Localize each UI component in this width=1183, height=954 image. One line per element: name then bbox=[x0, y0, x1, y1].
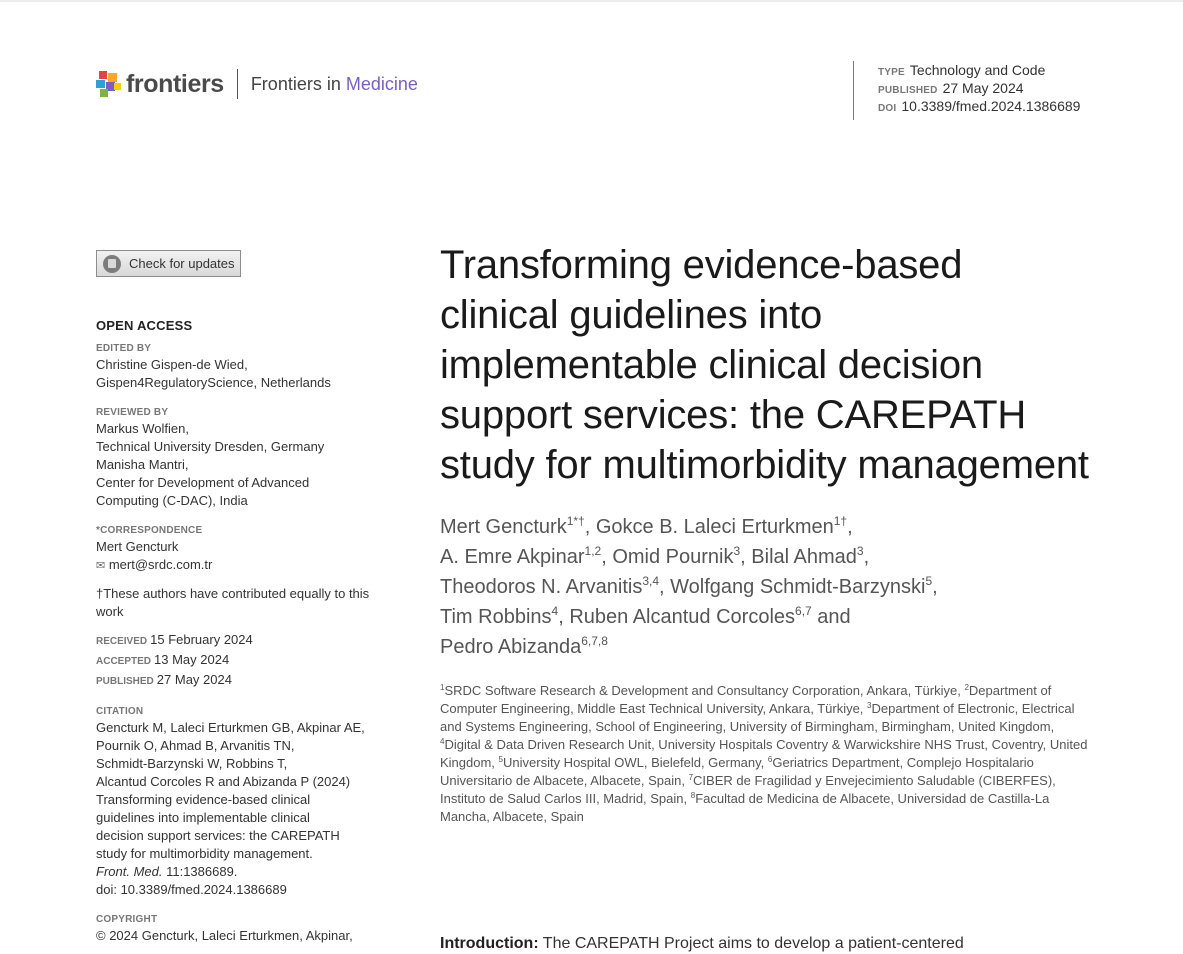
published-row bbox=[96, 671, 396, 691]
received-value: 15 February 2024 bbox=[150, 632, 253, 647]
correspondence-email-link[interactable]: mert@srdc.com.tr bbox=[108, 557, 213, 572]
frontiers-logo[interactable] bbox=[96, 68, 418, 100]
citation-line: Schmidt-Barzynski W, Robbins T, bbox=[96, 756, 288, 771]
correspondence-name: Mert Gencturk bbox=[96, 539, 179, 554]
affiliation-text: CIBER de Fragilidad y Envejecimiento Saludable (CIBERFES), Instituto de Salud Carlos III, Madrid, Spain, bbox=[440, 773, 1056, 806]
meta-doi bbox=[878, 97, 1080, 115]
author-sup: 6,7,8 bbox=[581, 634, 608, 648]
author-sup: 1† bbox=[833, 514, 848, 528]
author-sep: , bbox=[932, 576, 938, 598]
author-sup: 1*† bbox=[566, 514, 585, 528]
citation-line: decision support services: the CAREPATH bbox=[96, 828, 340, 843]
author-name[interactable]: Wolfgang Schmidt-Barzynski bbox=[670, 576, 926, 598]
affiliation-sup: 5 bbox=[498, 755, 503, 764]
author-line bbox=[440, 512, 1090, 542]
author-sep: , bbox=[584, 516, 596, 538]
meta-published bbox=[878, 79, 1080, 97]
article-dates bbox=[96, 631, 396, 691]
article-title: Transforming evidence-based clinical guidelines into implementable clinical decision support services: the CAREPATH study for multimorbidity management bbox=[440, 243, 1089, 487]
citation-journal-line bbox=[96, 863, 396, 881]
accepted-label: ACCEPTED bbox=[96, 656, 152, 667]
frontiers-logo-icon bbox=[96, 70, 122, 98]
affiliation-text: Facultad de Medicina de Albacete, Universidad de Castilla-La Mancha, Albacete, Spain bbox=[440, 791, 1050, 824]
meta-type bbox=[878, 61, 1080, 79]
affiliation-sup: 4 bbox=[440, 737, 445, 746]
author-name[interactable]: Tim Robbins bbox=[440, 606, 552, 628]
author-sep: , bbox=[740, 546, 752, 568]
correspondence-label: *CORRESPONDENCE bbox=[96, 525, 203, 536]
journal-name bbox=[251, 74, 418, 95]
reviewed-by-line: Manisha Mantri, bbox=[96, 457, 189, 472]
meta-published-value: 27 May 2024 bbox=[942, 80, 1024, 96]
received-label: RECEIVED bbox=[96, 636, 148, 647]
published-value: 27 May 2024 bbox=[156, 672, 232, 687]
article-main bbox=[440, 240, 1090, 826]
sidebar bbox=[96, 250, 396, 945]
accepted-value: 13 May 2024 bbox=[154, 652, 230, 667]
author-name[interactable]: Pedro Abizanda bbox=[440, 636, 582, 658]
reviewed-by-line: Technical University Dresden, Germany bbox=[96, 439, 325, 454]
citation-line: study for multimorbidity management. bbox=[96, 846, 313, 861]
meta-doi-value[interactable]: 10.3389/fmed.2024.1386689 bbox=[901, 98, 1081, 114]
affiliation-text: Geriatrics Department, Complejo Hospitalario Universitario de Albacete, Albacete, Spain, bbox=[440, 755, 1034, 788]
author-sup: 6,7 bbox=[795, 604, 812, 618]
open-access-heading: OPEN ACCESS bbox=[96, 318, 193, 333]
meta-type-label: TYPE bbox=[878, 67, 905, 78]
edited-by bbox=[96, 356, 396, 392]
author-name[interactable]: Omid Pournik bbox=[612, 546, 734, 568]
intro-label: Introduction: bbox=[440, 935, 539, 952]
citation-volume: 11:1386689. bbox=[162, 864, 238, 879]
author-sep: and bbox=[811, 606, 851, 628]
author-line bbox=[440, 542, 1090, 572]
reviewed-by bbox=[96, 420, 396, 510]
accepted-row bbox=[96, 651, 396, 671]
citation-journal: Front. Med. bbox=[96, 864, 163, 879]
received-row bbox=[96, 631, 396, 651]
affiliation-text: University Hospital OWL, Bielefeld, Germany, bbox=[503, 755, 768, 770]
author-sup: 5 bbox=[925, 574, 933, 588]
author-line bbox=[440, 572, 1090, 602]
author-name[interactable]: Ruben Alcantud Corcoles bbox=[569, 606, 796, 628]
citation-line: guidelines into implementable clinical bbox=[96, 810, 310, 825]
author-list bbox=[440, 512, 1090, 662]
check-for-updates-button[interactable] bbox=[96, 250, 241, 277]
update-icon bbox=[103, 255, 121, 273]
citation-line: Pournik O, Ahmad B, Arvanitis TN, bbox=[96, 738, 295, 753]
mail-icon: ✉ bbox=[96, 560, 106, 572]
author-sup: 3 bbox=[856, 544, 864, 558]
citation-line: Alcantud Corcoles R and Abizanda P (2024) bbox=[96, 774, 351, 789]
author-name[interactable]: Gokce B. Laleci Erturkmen bbox=[595, 516, 834, 538]
reviewed-by-label: REVIEWED BY bbox=[96, 407, 169, 418]
meta-type-value: Technology and Code bbox=[909, 62, 1046, 78]
affiliation-text: Department of Electronic, Electrical and Systems Engineering, School of Engineering, University of Birmingham, Birmingham, United Kingdom, bbox=[440, 701, 1075, 734]
meta-published-label: PUBLISHED bbox=[878, 85, 938, 96]
author-name[interactable]: A. Emre Akpinar bbox=[440, 546, 585, 568]
citation-line: Transforming evidence-based clinical bbox=[96, 792, 311, 807]
affiliation-sup: 3 bbox=[867, 701, 872, 710]
check-updates-label: Check for updates bbox=[129, 256, 235, 271]
reviewed-by-line: Computing (C-DAC), India bbox=[96, 493, 248, 508]
affiliation-sup: 6 bbox=[767, 755, 773, 764]
author-sep: , bbox=[847, 516, 853, 538]
affiliation-sup: 8 bbox=[690, 791, 696, 800]
affiliation-sup: 1 bbox=[440, 683, 445, 692]
correspondence bbox=[96, 538, 396, 575]
logo-divider bbox=[237, 69, 238, 99]
citation-line: Gencturk M, Laleci Erturkmen GB, Akpinar AE, bbox=[96, 720, 365, 735]
edited-by-line: Christine Gispen-de Wied, bbox=[96, 357, 248, 372]
journal-prefix: Frontiers in bbox=[250, 73, 346, 94]
citation bbox=[96, 719, 396, 899]
journal-accent: Medicine bbox=[345, 73, 418, 94]
reviewed-by-line: Markus Wolfien, bbox=[96, 421, 189, 436]
author-name[interactable]: Mert Gencturk bbox=[440, 516, 567, 538]
article-meta bbox=[853, 61, 1080, 120]
author-sep: , bbox=[601, 546, 613, 568]
author-sup: 3,4 bbox=[642, 574, 660, 588]
author-line bbox=[440, 602, 1090, 632]
author-sep: , bbox=[659, 576, 671, 598]
logo-text: frontiers bbox=[126, 69, 224, 98]
author-sup: 3 bbox=[733, 544, 741, 558]
intro-text: The CAREPATH Project aims to develop a patient-centered bbox=[538, 935, 964, 952]
author-name[interactable]: Bilal Ahmad bbox=[751, 546, 857, 568]
equal-contribution-note: †These authors have contributed equally to this work bbox=[96, 586, 370, 619]
published-label: PUBLISHED bbox=[96, 676, 154, 687]
edited-by-line: Gispen4RegulatoryScience, Netherlands bbox=[96, 375, 331, 390]
affiliation-text: SRDC Software Research & Development and Consultancy Corporation, Ankara, Türkiye, bbox=[444, 683, 965, 698]
affiliation-text: Digital & Data Driven Research Unit, University Hospitals Coventry & Warwickshire NHS Trust, Coventry, United Kingdom, bbox=[440, 737, 1088, 770]
affiliation-sup: 2 bbox=[964, 683, 969, 692]
citation-doi[interactable]: doi: 10.3389/fmed.2024.1386689 bbox=[96, 882, 287, 897]
correspondence-email-row bbox=[96, 556, 396, 575]
author-sup: 1,2 bbox=[584, 544, 602, 558]
top-border bbox=[0, 0, 1183, 2]
affiliation-sup: 7 bbox=[688, 773, 694, 782]
citation-label: CITATION bbox=[96, 706, 144, 717]
author-sep: , bbox=[558, 606, 570, 628]
author-name[interactable]: Theodoros N. Arvanitis bbox=[440, 576, 643, 598]
affiliation-text: Department of Computer Engineering, Middle East Technical University, Ankara, Türkiye, bbox=[440, 683, 1052, 716]
copyright-text: © 2024 Gencturk, Laleci Erturkmen, Akpinar, bbox=[96, 928, 353, 943]
author-line bbox=[440, 632, 1090, 662]
author-sup: 4 bbox=[551, 604, 559, 618]
edited-by-label: EDITED BY bbox=[96, 343, 152, 354]
reviewed-by-line: Center for Development of Advanced bbox=[96, 475, 310, 490]
abstract-intro bbox=[440, 934, 1088, 954]
affiliations bbox=[440, 682, 1090, 826]
meta-doi-label: DOI bbox=[878, 103, 897, 114]
copyright-label: COPYRIGHT bbox=[96, 914, 158, 925]
author-sep: , bbox=[863, 546, 870, 568]
